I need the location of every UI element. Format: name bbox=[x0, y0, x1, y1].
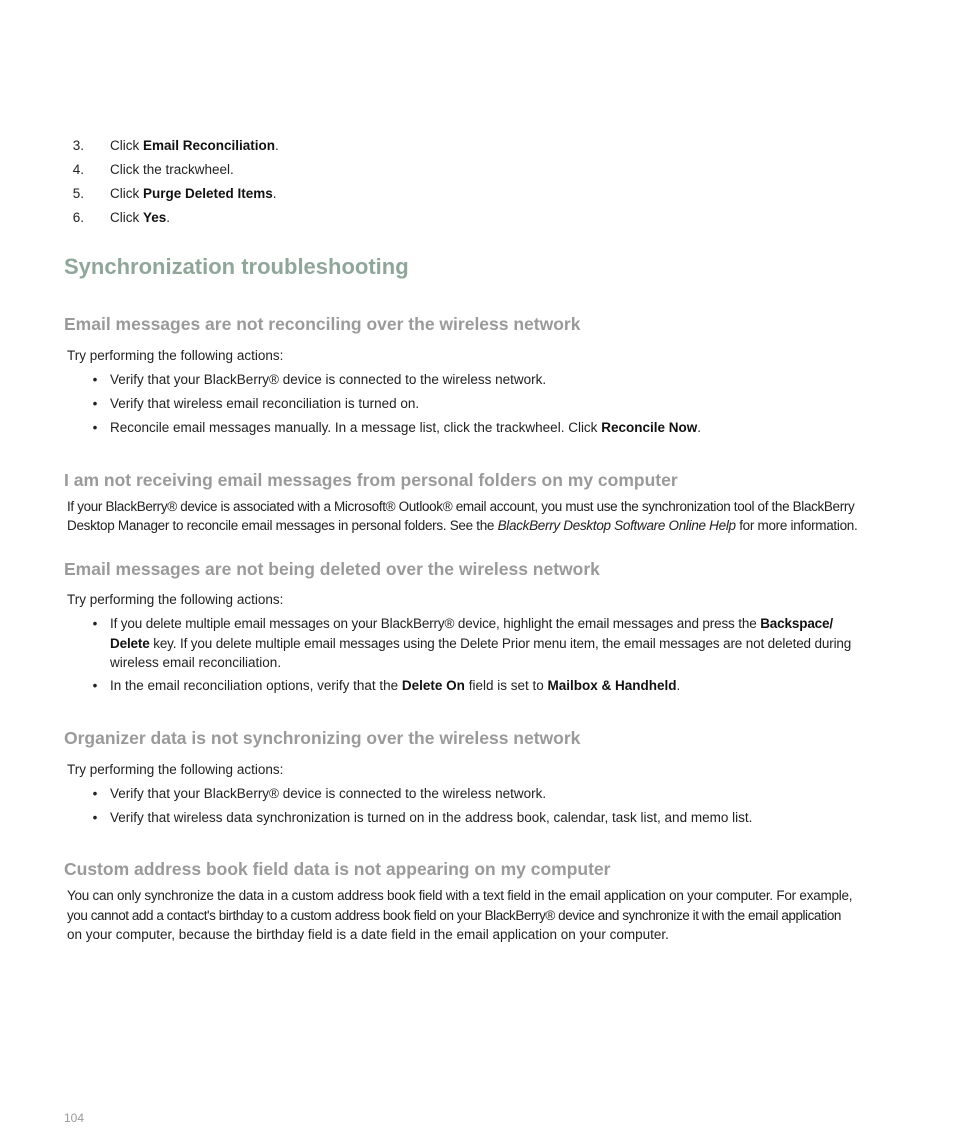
bullet-icon: • bbox=[92, 420, 98, 435]
bullet-text: In the email reconciliation options, verify that the bbox=[110, 678, 402, 693]
paragraph-line: you cannot add a contact's birthday to a custom address book field on your BlackBerry® device and synchronize it with the email application bbox=[67, 908, 841, 923]
bullet-text: If you delete multiple email messages on your BlackBerry® device, highlight the email messages and press the bbox=[110, 616, 761, 631]
bullet-text-end: . bbox=[676, 678, 681, 693]
subsection-heading-reconciling: Email messages are not reconciling over the wireless network bbox=[64, 314, 581, 334]
paragraph-line: on your computer, because the birthday field is a date field in the email application on your computer. bbox=[67, 927, 669, 942]
step-text: Click bbox=[110, 186, 143, 201]
section-title: Synchronization troubleshooting bbox=[64, 254, 409, 279]
step-number: 4. bbox=[72, 162, 84, 177]
step-text-end: . bbox=[272, 186, 277, 201]
step-number: 6. bbox=[72, 210, 84, 225]
step-text: Click bbox=[110, 210, 143, 225]
step-text: Click the trackwheel. bbox=[110, 162, 234, 177]
bullet-text: Verify that wireless data synchronization is turned on in the address book, calendar, task list, and memo list. bbox=[110, 810, 753, 825]
ui-label: Purge Deleted Items bbox=[143, 186, 273, 201]
step-text: Click bbox=[110, 138, 143, 153]
paragraph-line: If your BlackBerry® device is associated with a Microsoft® Outlook® email account, you must use the synchronization tool of the BlackBerry bbox=[67, 499, 855, 514]
bullet-text-end: . bbox=[697, 420, 701, 435]
subsection-heading-deleted: Email messages are not being deleted over the wireless network bbox=[64, 559, 600, 579]
bullet-icon: • bbox=[92, 810, 98, 825]
step-number: 3. bbox=[72, 138, 84, 153]
ui-label: Reconcile Now bbox=[601, 420, 698, 435]
step-number: 5. bbox=[72, 186, 84, 201]
bullet-text: wireless email reconciliation. bbox=[110, 655, 282, 670]
paragraph-line: You can only synchronize the data in a custom address book field with a text field in the email application on your computer. For example, bbox=[67, 888, 853, 903]
intro-text: Try performing the following actions: bbox=[67, 762, 284, 777]
bullet-icon: • bbox=[92, 616, 98, 631]
subsection-heading-custom-field: Custom address book field data is not appearing on my computer bbox=[64, 859, 611, 879]
bullet-text: Verify that wireless email reconciliation is turned on. bbox=[110, 396, 420, 411]
intro-text: Try performing the following actions: bbox=[67, 348, 284, 363]
bullet-text: Verify that your BlackBerry® device is connected to the wireless network. bbox=[110, 786, 547, 801]
bullet-icon: • bbox=[92, 372, 98, 387]
bullet-text: field is set to bbox=[464, 678, 548, 693]
bullet-icon: • bbox=[92, 678, 98, 693]
page-number: 104 bbox=[64, 1111, 85, 1125]
paragraph-line bbox=[67, 516, 857, 536]
paragraph-text: Desktop Manager to reconcile email messages in personal folders. See the bbox=[67, 518, 498, 533]
subsection-heading-organizer: Organizer data is not synchronizing over the wireless network bbox=[64, 728, 581, 748]
ui-label: Delete bbox=[110, 635, 150, 651]
bullet-icon: • bbox=[92, 786, 98, 801]
ui-label: Yes bbox=[143, 210, 167, 225]
ui-label: Email Reconciliation bbox=[143, 138, 276, 153]
bullet-text: Verify that your BlackBerry® device is connected to the wireless network. bbox=[110, 372, 547, 387]
step-text-end: . bbox=[275, 138, 279, 153]
bullet-text: Reconcile email messages manually. In a message list, click the trackwheel. Click bbox=[110, 420, 602, 435]
step-text-end: . bbox=[166, 210, 171, 225]
ui-label: Mailbox & Handheld bbox=[547, 678, 677, 693]
bullet-text: key. If you delete multiple email messages using the Delete Prior menu item, the email messages are not deleted during bbox=[149, 635, 852, 651]
doc-reference: BlackBerry Desktop Software Online Help bbox=[497, 518, 736, 533]
intro-text: Try performing the following actions: bbox=[67, 592, 284, 607]
ui-label: Backspace/ bbox=[760, 616, 833, 631]
subsection-heading-personal-folders: I am not receiving email messages from personal folders on my computer bbox=[64, 470, 678, 490]
bullet-icon: • bbox=[92, 396, 98, 411]
ui-label: Delete On bbox=[401, 678, 465, 693]
paragraph-text-end: for more information. bbox=[735, 518, 858, 533]
